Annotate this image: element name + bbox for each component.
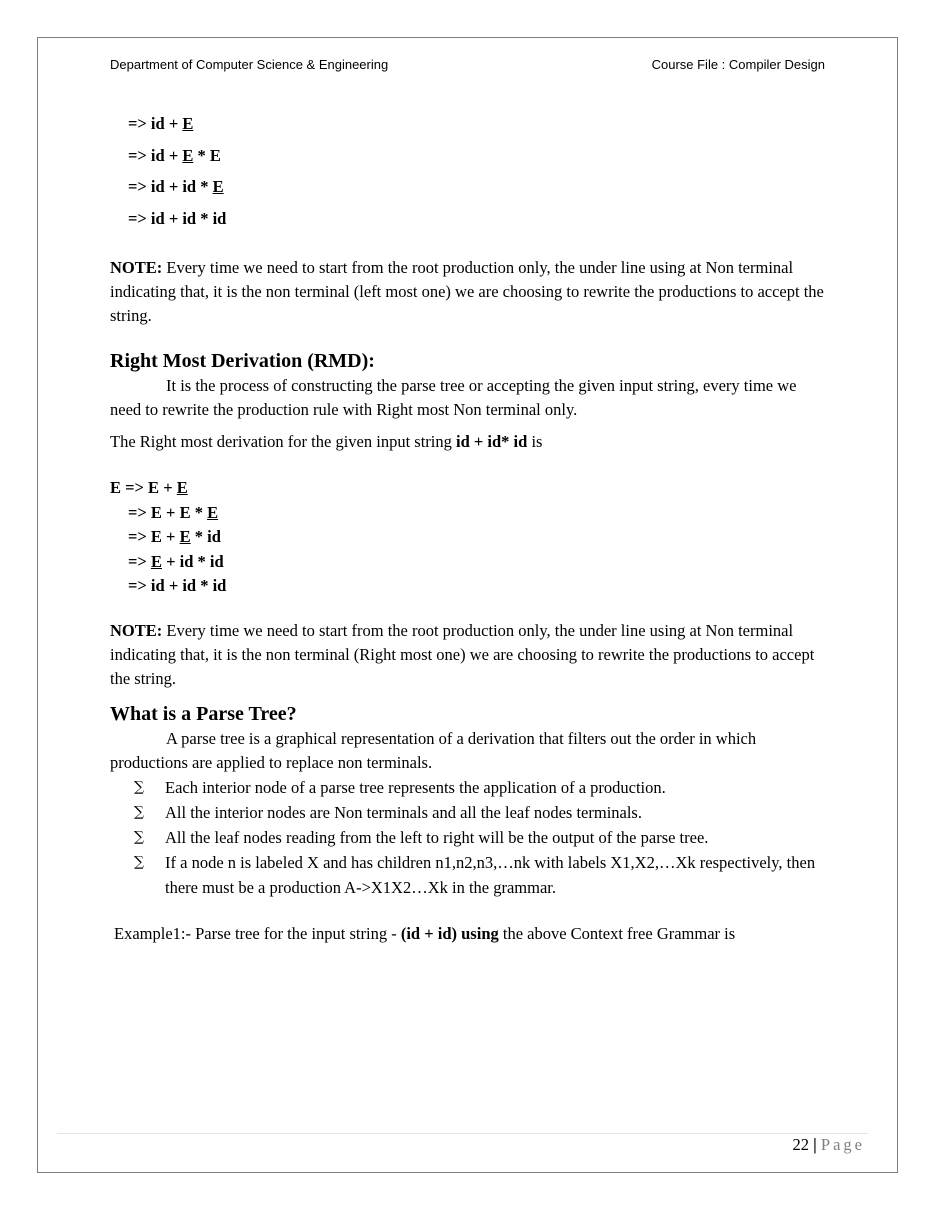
- derivation-step: [110, 525, 826, 550]
- derivation-step: [128, 171, 826, 203]
- derivation-text: + id * id: [161, 551, 224, 571]
- note-leftmost: [110, 256, 826, 328]
- derivation-text: => E + E *: [128, 502, 208, 522]
- example-line: [110, 922, 826, 946]
- underlined-nonterminal: E: [150, 551, 162, 571]
- header-course: Course File : Compiler Design: [651, 57, 825, 72]
- rightmost-derivation: [110, 476, 826, 599]
- header-department: Department of Computer Science & Engineering: [110, 57, 389, 72]
- derivation-text: E => E +: [110, 478, 177, 497]
- list-item: [134, 775, 826, 800]
- sigma-bullet-icon: ∑: [134, 853, 144, 870]
- bullet-text: If a node n is labeled X and has children n1,n2,n3,…nk with labels X1,X2,…Xk respectively, then there must be a production A->X1X2…Xk in the grammar.: [165, 852, 816, 897]
- page-number: 22: [792, 1135, 810, 1154]
- sigma-bullet-icon: ∑: [134, 778, 144, 795]
- derivation-text: * E: [193, 145, 221, 165]
- derivation-text: * id: [190, 527, 221, 546]
- intro-text: is: [527, 432, 543, 451]
- sigma-bullet-icon: ∑: [134, 828, 144, 845]
- sigma-bullet-icon: ∑: [134, 803, 144, 820]
- derivation-step: [110, 501, 826, 526]
- derivation-step: [128, 108, 826, 140]
- underlined-nonterminal: E: [179, 527, 191, 546]
- parse-tree-paragraph: A parse tree is a graphical representation of a derivation that filters out the order in which productions are applied to replace non terminals.: [110, 728, 757, 772]
- leftmost-derivation-tail: [110, 108, 826, 234]
- note-rightmost: [110, 619, 826, 691]
- underlined-nonterminal: E: [207, 502, 219, 522]
- section-heading-parse-tree: What is a Parse Tree?: [110, 702, 297, 725]
- section-heading-rmd: Right Most Derivation (RMD):: [110, 350, 375, 372]
- derivation-text: => id + id *: [128, 177, 213, 196]
- intro-text: The Right most derivation for the given input string: [110, 432, 456, 451]
- footer-divider: [57, 1133, 868, 1134]
- derivation-text: =>: [128, 551, 151, 571]
- list-item: [134, 825, 826, 850]
- derivation-text: => id +: [128, 145, 183, 165]
- list-item: [134, 800, 826, 825]
- underlined-nonterminal: E: [176, 478, 188, 497]
- bullet-text: All the leaf nodes reading from the left to right will be the output of the parse tree.: [165, 827, 709, 847]
- bullet-text: All the interior nodes are Non terminals and all the leaf nodes terminals.: [165, 802, 642, 822]
- derivation-step: [128, 203, 826, 235]
- page-label: Page: [820, 1135, 865, 1154]
- note-text: Every time we need to start from the root production only, the under line using at Non terminal indicating that, it is the non terminal (left most one) we are choosing to rewrite the productions to accept the string.: [110, 258, 824, 325]
- underlined-nonterminal: E: [182, 114, 194, 133]
- rmd-paragraph: It is the process of constructing the parse tree or accepting the given input string, every time we need to rewrite the production rule with Right most Non terminal only.: [110, 376, 797, 419]
- rmd-intro: [110, 430, 826, 454]
- note-label: NOTE:: [110, 258, 163, 277]
- derivation-step: [110, 574, 826, 599]
- page-content: [110, 108, 826, 946]
- footer-separator: |: [809, 1135, 821, 1154]
- page-footer: [793, 1135, 865, 1155]
- derivation-step: [110, 476, 826, 501]
- underlined-nonterminal: E: [182, 145, 194, 165]
- derivation-text: => id + id * id: [128, 576, 227, 595]
- note-text: Every time we need to start from the root production only, the under line using at Non terminal indicating that, it is the non terminal (Right most one) we are choosing to rewrite the productions to accept the string.: [110, 620, 815, 688]
- example-text: Example1:- Parse tree for the input string -: [114, 923, 401, 943]
- example-text: the above Context free Grammar is: [498, 923, 736, 943]
- derivation-text: => id + id * id: [128, 208, 227, 228]
- derivation-text: => id +: [128, 114, 183, 133]
- note-label: NOTE:: [110, 620, 163, 640]
- bullet-text: Each interior node of a parse tree represents the application of a production.: [165, 777, 666, 797]
- underlined-nonterminal: E: [212, 177, 224, 196]
- derivation-text: => E +: [128, 527, 180, 546]
- parse-tree-bullets: [110, 775, 826, 900]
- derivation-step: [128, 140, 826, 172]
- example-bold: (id + id) using: [400, 923, 499, 943]
- derivation-step: [110, 550, 826, 575]
- input-string: id + id* id: [456, 432, 528, 451]
- list-item: [134, 850, 826, 900]
